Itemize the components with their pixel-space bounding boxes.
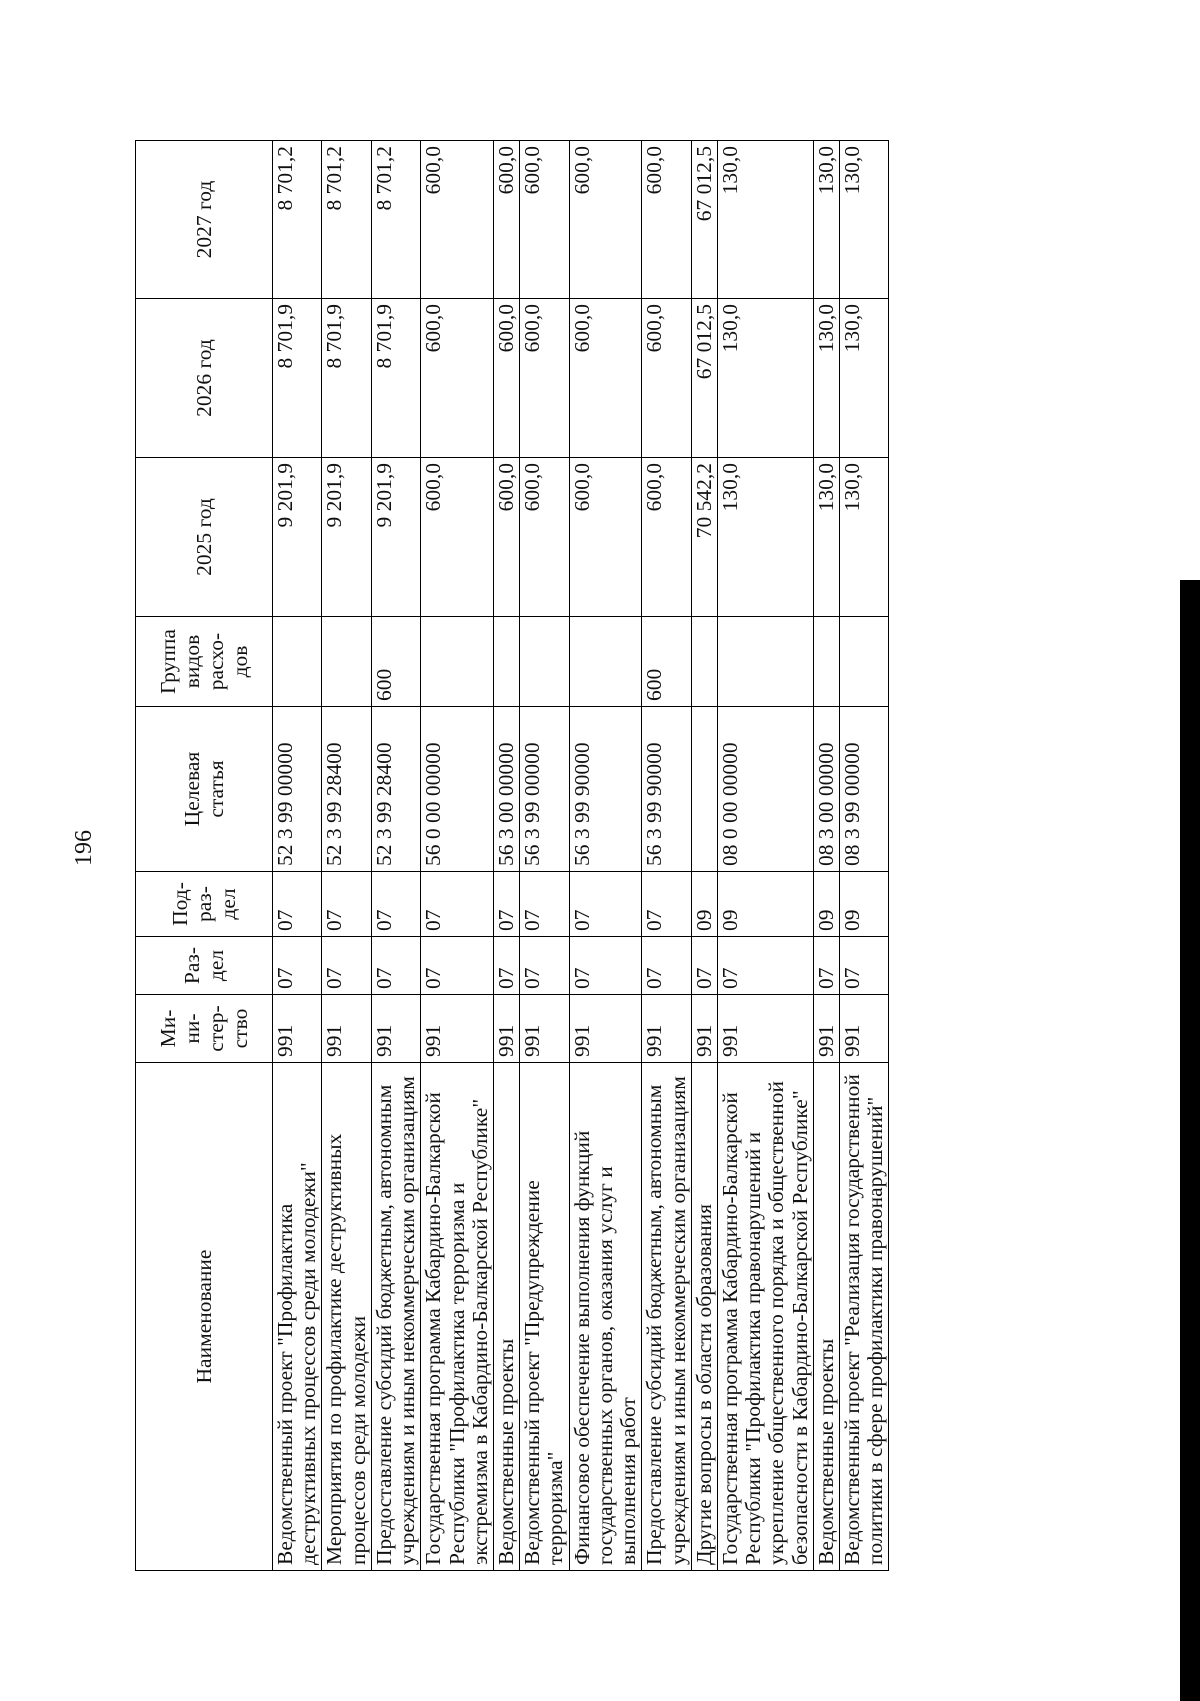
- cell-name: Государственная программа Кабардино-Балкарской Республики "Профилактика правонарушений и укрепление общественного порядка и общественной безопасности в Кабардино-Балкарской Республике": [717, 1063, 813, 1571]
- cell-year-2025: 600,0: [642, 458, 691, 617]
- cell-name: Ведомственные проекты: [493, 1063, 519, 1571]
- table-row: [371, 141, 420, 1571]
- cell-ministry: 991: [520, 995, 569, 1063]
- cell-year-2026: 8 701,9: [322, 299, 371, 458]
- cell-ministry: 991: [322, 995, 371, 1063]
- cell-section: 07: [717, 937, 813, 995]
- cell-target-article: 52 3 99 28400: [322, 707, 371, 872]
- cell-ministry: 991: [691, 995, 717, 1063]
- cell-year-2027: 600,0: [520, 141, 569, 299]
- cell-year-2025: 130,0: [813, 458, 839, 617]
- cell-year-2025: 9 201,9: [371, 458, 420, 617]
- page-number: 196: [71, 830, 97, 866]
- cell-subsection: 09: [813, 872, 839, 937]
- cell-target-article: 08 0 00 00000: [717, 707, 813, 872]
- header-expense-group: Группа видов расхо- дов: [136, 617, 273, 707]
- cell-expense-group: [691, 617, 717, 707]
- header-target-article: Целевая статья: [136, 707, 273, 872]
- cell-year-2027: 8 701,2: [273, 141, 322, 299]
- header-section: Раз- дел: [136, 937, 273, 995]
- cell-year-2027: 8 701,2: [371, 141, 420, 299]
- cell-year-2025: 130,0: [717, 458, 813, 617]
- cell-name: Предоставление субсидий бюджетным, автономным учреждениям и иным некоммерческим организациям: [642, 1063, 691, 1571]
- cell-section: 07: [322, 937, 371, 995]
- table-row: [813, 141, 839, 1571]
- budget-table-rotated: [135, 141, 1015, 1571]
- cell-target-article: 52 3 99 00000: [273, 707, 322, 872]
- cell-year-2025: 600,0: [421, 458, 494, 617]
- table-row: [569, 141, 642, 1571]
- cell-expense-group: [840, 617, 889, 707]
- header-subsection: Под- раз- дел: [136, 872, 273, 937]
- cell-ministry: 991: [642, 995, 691, 1063]
- cell-year-2025: 600,0: [520, 458, 569, 617]
- cell-year-2027: 600,0: [421, 141, 494, 299]
- header-year-2027: 2027 год: [136, 141, 273, 299]
- cell-expense-group: [421, 617, 494, 707]
- table-row: [493, 141, 519, 1571]
- cell-name: Мероприятия по профилактике деструктивных процессов среди молодежи: [322, 1063, 371, 1571]
- cell-target-article: 56 3 99 90000: [569, 707, 642, 872]
- budget-table: [135, 140, 889, 1571]
- cell-expense-group: [520, 617, 569, 707]
- table-row: [717, 141, 813, 1571]
- cell-subsection: 07: [569, 872, 642, 937]
- cell-subsection: 09: [717, 872, 813, 937]
- header-year-2025: 2025 год: [136, 458, 273, 617]
- cell-year-2026: 130,0: [717, 299, 813, 458]
- cell-subsection: 07: [322, 872, 371, 937]
- cell-year-2027: 600,0: [642, 141, 691, 299]
- cell-section: 07: [273, 937, 322, 995]
- table-header-row: [136, 141, 273, 1571]
- cell-year-2027: 600,0: [493, 141, 519, 299]
- cell-year-2026: 130,0: [813, 299, 839, 458]
- header-ministry: Ми- ни- стер- ство: [136, 995, 273, 1063]
- cell-section: 07: [642, 937, 691, 995]
- cell-year-2026: 600,0: [569, 299, 642, 458]
- cell-year-2025: 600,0: [569, 458, 642, 617]
- cell-target-article: 56 3 99 90000: [642, 707, 691, 872]
- cell-year-2027: 8 701,2: [322, 141, 371, 299]
- cell-target-article: 08 3 00 00000: [813, 707, 839, 872]
- cell-expense-group: [717, 617, 813, 707]
- cell-year-2026: 67 012,5: [691, 299, 717, 458]
- cell-target-article: 56 3 00 00000: [493, 707, 519, 872]
- cell-ministry: 991: [421, 995, 494, 1063]
- cell-section: 07: [421, 937, 494, 995]
- cell-year-2026: 130,0: [840, 299, 889, 458]
- header-year-2026: 2026 год: [136, 299, 273, 458]
- table-row: [322, 141, 371, 1571]
- cell-year-2027: 130,0: [717, 141, 813, 299]
- table-row: [642, 141, 691, 1571]
- cell-ministry: 991: [840, 995, 889, 1063]
- cell-subsection: 09: [840, 872, 889, 937]
- cell-target-article: 52 3 99 28400: [371, 707, 420, 872]
- cell-year-2025: 600,0: [493, 458, 519, 617]
- cell-name: Ведомственный проект "Профилактика деструктивных процессов среди молодежи": [273, 1063, 322, 1571]
- cell-section: 07: [520, 937, 569, 995]
- cell-expense-group: 600: [371, 617, 420, 707]
- cell-year-2025: 130,0: [840, 458, 889, 617]
- table-body: [273, 141, 889, 1571]
- cell-ministry: 991: [813, 995, 839, 1063]
- cell-year-2025: 9 201,9: [273, 458, 322, 617]
- cell-year-2026: 8 701,9: [371, 299, 420, 458]
- cell-subsection: 07: [493, 872, 519, 937]
- cell-name: Предоставление субсидий бюджетным, автономным учреждениям и иным некоммерческим организациям: [371, 1063, 420, 1571]
- cell-name: Ведомственный проект "Реализация государственной политики в сфере профилактики правонарушений": [840, 1063, 889, 1571]
- cell-year-2027: 130,0: [840, 141, 889, 299]
- cell-expense-group: [493, 617, 519, 707]
- cell-section: 07: [569, 937, 642, 995]
- table-row: [520, 141, 569, 1571]
- table-row: [421, 141, 494, 1571]
- table-row: [840, 141, 889, 1571]
- cell-name: Государственная программа Кабардино-Балкарской Республики "Профилактика терроризма и экстремизма в Кабардино-Балкарской Республике": [421, 1063, 494, 1571]
- cell-name: Ведомственные проекты: [813, 1063, 839, 1571]
- cell-target-article: 08 3 99 00000: [840, 707, 889, 872]
- cell-year-2027: 67 012,5: [691, 141, 717, 299]
- cell-name: Ведомственный проект "Предупреждение терроризма": [520, 1063, 569, 1571]
- cell-expense-group: [569, 617, 642, 707]
- cell-ministry: 991: [569, 995, 642, 1063]
- cell-target-article: 56 3 99 00000: [520, 707, 569, 872]
- cell-target-article: [691, 707, 717, 872]
- cell-ministry: 991: [493, 995, 519, 1063]
- cell-year-2025: 70 542,2: [691, 458, 717, 617]
- cell-name: Другие вопросы в области образования: [691, 1063, 717, 1571]
- cell-expense-group: [813, 617, 839, 707]
- cell-subsection: 07: [642, 872, 691, 937]
- table-row: [273, 141, 322, 1571]
- cell-section: 07: [691, 937, 717, 995]
- cell-ministry: 991: [717, 995, 813, 1063]
- cell-subsection: 07: [520, 872, 569, 937]
- cell-expense-group: [322, 617, 371, 707]
- cell-year-2026: 600,0: [520, 299, 569, 458]
- cell-target-article: 56 0 00 00000: [421, 707, 494, 872]
- cell-name: Финансовое обеспечение выполнения функций государственных органов, оказания услуг и выполнения работ: [569, 1063, 642, 1571]
- cell-ministry: 991: [371, 995, 420, 1063]
- cell-subsection: 09: [691, 872, 717, 937]
- header-name: Наименование: [136, 1063, 273, 1571]
- cell-section: 07: [813, 937, 839, 995]
- cell-ministry: 991: [273, 995, 322, 1063]
- cell-section: 07: [493, 937, 519, 995]
- cell-year-2025: 9 201,9: [322, 458, 371, 617]
- cell-year-2026: 600,0: [421, 299, 494, 458]
- cell-expense-group: [273, 617, 322, 707]
- cell-subsection: 07: [371, 872, 420, 937]
- cell-year-2026: 600,0: [642, 299, 691, 458]
- cell-year-2027: 600,0: [569, 141, 642, 299]
- cell-expense-group: 600: [642, 617, 691, 707]
- cell-year-2026: 8 701,9: [273, 299, 322, 458]
- cell-section: 07: [371, 937, 420, 995]
- table-row: [691, 141, 717, 1571]
- cell-subsection: 07: [421, 872, 494, 937]
- cell-subsection: 07: [273, 872, 322, 937]
- scan-edge-bar: [1180, 580, 1200, 1701]
- cell-year-2027: 130,0: [813, 141, 839, 299]
- cell-year-2026: 600,0: [493, 299, 519, 458]
- cell-section: 07: [840, 937, 889, 995]
